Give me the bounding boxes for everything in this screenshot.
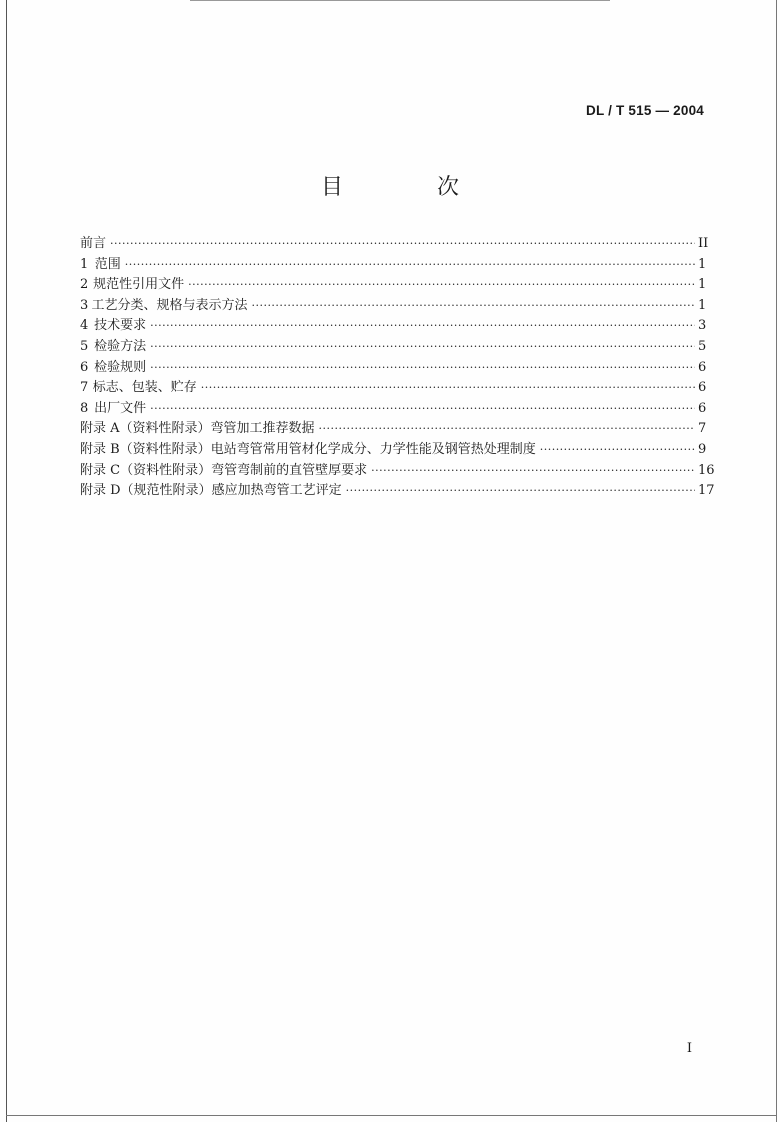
toc-leader-dots bbox=[125, 255, 695, 276]
toc-entry-appendix-prefix: 附录 B（资料性附录） bbox=[80, 441, 211, 457]
page-border-bottom bbox=[6, 1115, 777, 1116]
toc-entry-number: 2 bbox=[80, 277, 89, 293]
page-number: I bbox=[686, 1041, 692, 1056]
toc-entry-label: 电站弯管常用管材化学成分、力学性能及钢管热处理制度 bbox=[210, 441, 536, 457]
toc-entry-page: 17 bbox=[698, 483, 715, 499]
toc-leader-dots bbox=[346, 481, 695, 502]
toc-entry[interactable] bbox=[80, 337, 706, 358]
toc-entry-label: 前言 bbox=[80, 236, 107, 251]
toc-entry-label: 范围 bbox=[94, 256, 121, 272]
toc-leader-dots bbox=[371, 461, 695, 482]
toc-entry[interactable] bbox=[80, 316, 706, 337]
page-border-right bbox=[776, 0, 777, 1122]
toc-entry-number: 1 bbox=[80, 256, 89, 272]
toc-leader-dots bbox=[150, 316, 695, 337]
table-of-contents bbox=[80, 234, 715, 502]
toc-leader-dots bbox=[251, 296, 695, 317]
toc-entry-page: 1 bbox=[698, 277, 707, 293]
toc-entry[interactable] bbox=[80, 399, 706, 420]
page-title: 目 次 bbox=[320, 175, 495, 200]
toc-entry-page: 1 bbox=[698, 256, 707, 272]
toc-entry-label: 弯管弯制前的直管壁厚要求 bbox=[211, 462, 368, 478]
toc-entry[interactable] bbox=[80, 358, 706, 379]
toc-entry[interactable] bbox=[80, 296, 706, 317]
toc-entry-label: 标志、包装、贮存 bbox=[92, 380, 197, 396]
toc-entry[interactable] bbox=[80, 234, 709, 255]
toc-entry-page: 7 bbox=[698, 421, 707, 437]
toc-entry-page: 6 bbox=[698, 400, 707, 416]
toc-leader-dots bbox=[540, 440, 695, 461]
toc-entry-page: 1 bbox=[698, 297, 707, 313]
toc-entry-label: 规范性引用文件 bbox=[93, 277, 185, 293]
toc-entry-page: 6 bbox=[698, 359, 707, 375]
toc-entry[interactable] bbox=[80, 378, 706, 399]
toc-entry-label: 工艺分类、规格与表示方法 bbox=[91, 297, 248, 313]
toc-entry-page: 5 bbox=[698, 338, 707, 354]
toc-entry[interactable] bbox=[80, 481, 715, 502]
toc-entry-page: 9 bbox=[698, 441, 707, 457]
toc-entry-page: 3 bbox=[698, 318, 707, 334]
toc-entry-label: 感应加热弯管工艺评定 bbox=[211, 483, 342, 499]
toc-entry-number: 5 bbox=[80, 338, 89, 354]
toc-leader-dots bbox=[319, 419, 695, 440]
toc-leader-dots bbox=[150, 399, 695, 420]
toc-entry-page: II bbox=[698, 236, 709, 251]
toc-entry[interactable] bbox=[80, 440, 706, 461]
toc-entry[interactable] bbox=[80, 275, 706, 296]
toc-entry-appendix-prefix: 附录 A（资料性附录） bbox=[80, 421, 211, 437]
toc-leader-dots bbox=[201, 378, 695, 399]
toc-entry-appendix-prefix: 附录 C（资料性附录） bbox=[80, 462, 212, 478]
toc-entry-number: 6 bbox=[80, 359, 89, 375]
toc-entry[interactable] bbox=[80, 419, 706, 440]
toc-entry-number: 4 bbox=[80, 318, 89, 334]
toc-entry-label: 技术要求 bbox=[94, 318, 147, 334]
toc-leader-dots bbox=[110, 234, 695, 255]
toc-leader-dots bbox=[188, 275, 695, 296]
toc-entry-number: 7 bbox=[80, 380, 89, 396]
toc-entry[interactable] bbox=[80, 255, 706, 276]
document-code: DL / T 515 — 2004 bbox=[586, 103, 704, 118]
toc-leader-dots bbox=[150, 337, 695, 358]
toc-entry-number: 3 bbox=[80, 297, 89, 313]
toc-entry-label: 检验方法 bbox=[94, 338, 147, 354]
page-border-left bbox=[6, 0, 7, 1122]
toc-entry-page: 16 bbox=[698, 462, 715, 478]
toc-entry-label: 弯管加工推荐数据 bbox=[210, 421, 315, 437]
page-border-top bbox=[190, 0, 610, 1]
toc-entry-page: 6 bbox=[698, 380, 707, 396]
toc-entry[interactable] bbox=[80, 461, 715, 482]
toc-entry-number: 8 bbox=[80, 400, 89, 416]
toc-entry-label: 出厂文件 bbox=[94, 400, 147, 416]
toc-leader-dots bbox=[150, 358, 695, 379]
toc-entry-label: 检验规则 bbox=[94, 359, 147, 375]
toc-entry-appendix-prefix: 附录 D（规范性附录） bbox=[80, 483, 212, 499]
